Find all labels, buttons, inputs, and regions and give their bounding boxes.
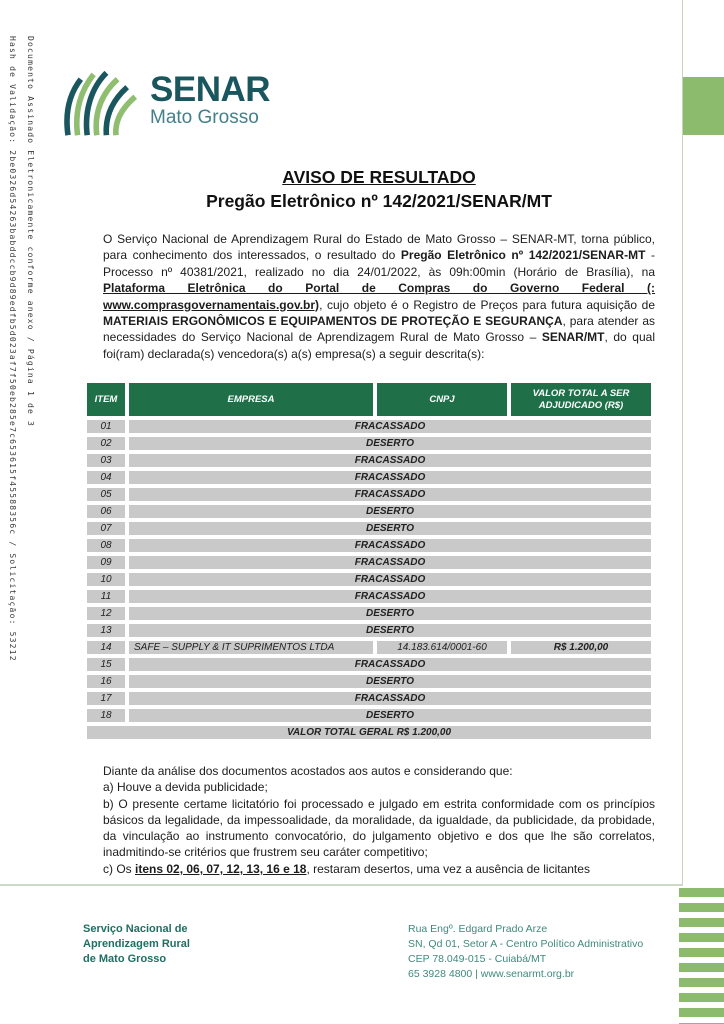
status-cell: DESERTO [129, 522, 651, 535]
item-cell: 04 [87, 471, 125, 484]
item-cell: 07 [87, 522, 125, 535]
logo-text [150, 69, 271, 128]
status-cell: DESERTO [129, 709, 651, 722]
footer-address-line: SN, Qd 01, Setor A - Centro Político Administrativo [408, 938, 644, 950]
analysis-item-c [103, 861, 655, 877]
total-row [87, 726, 651, 739]
logo-subtitle: Mato Grosso [150, 106, 259, 128]
intro-paragraph [103, 231, 655, 362]
item-cell: 08 [87, 539, 125, 552]
footer-address-line: CEP 78.049-015 - Cuiabá/MT [408, 953, 547, 965]
status-cell: DESERTO [129, 607, 651, 620]
status-cell: FRACASSADO [129, 471, 651, 484]
status-cell: FRACASSADO [129, 454, 651, 467]
item-cell: 15 [87, 658, 125, 671]
status-cell: DESERTO [129, 624, 651, 637]
hash-vertical-text: Hash de Validação: 2be0326d54263babddccb9d89edfb5d023af7f50eb285e7c653615f45588356c / Solicitação: 53212 [8, 36, 17, 662]
signature-vertical-text: Documento Assinado Eletronicamente conforme anexo / Página 1 de 3 [26, 36, 35, 428]
item-cell: 13 [87, 624, 125, 637]
table-row [87, 539, 651, 552]
status-cell: FRACASSADO [129, 658, 651, 671]
table-row [87, 692, 651, 705]
text-segment: SENAR/MT [541, 330, 605, 345]
item-cell: 09 [87, 556, 125, 569]
item-cell: 06 [87, 505, 125, 518]
wheat-sheaf-icon [60, 62, 140, 138]
status-cell: FRACASSADO [129, 573, 651, 586]
text-segment: itens 02, 06, 07, 12, 13, 16 e 18 [135, 861, 307, 876]
cnpj-cell: 14.183.614/0001-60 [377, 641, 507, 654]
footer-address-line: Rua Engº. Edgard Prado Arze [408, 923, 548, 935]
status-cell: DESERTO [129, 675, 651, 688]
text-segment: O Serviço Nacional de Aprendizagem Rural do Estado de Mato Grosso – SENAR-MT, torna público, para conhecimento dos interessados, o resultado do [103, 232, 655, 263]
table-row [87, 556, 651, 569]
footer-divider [0, 884, 683, 886]
status-cell: FRACASSADO [129, 590, 651, 603]
title-line1: AVISO DE RESULTADO [282, 167, 476, 187]
analysis-item-b: b) O presente certame licitatório foi processado e julgado em estrita conformidade com os princípios básicos da legalidade, da impessoalidade, da moralidade, da igualdade, da publicidade, da probidade, da vinculação ao instrumento convocatório, do julgamento objetivo e dos que lhe são correlatos, inadmitindo-se critérios que frustrem seu caráter competitivo; [103, 796, 655, 860]
analysis-item-a: a) Houve a devida publicidade; [103, 780, 268, 795]
footer-org-name [83, 922, 190, 967]
column-header: VALOR TOTAL A SER ADJUDICADO (R$) [511, 383, 651, 416]
footer-address [408, 922, 643, 982]
item-cell: 11 [87, 590, 125, 603]
footer-address-line: 65 3928 4800 | www.senarmt.org.br [408, 968, 575, 980]
table-row [87, 624, 651, 637]
footer-org-line: Serviço Nacional de [83, 923, 188, 935]
analysis-intro: Diante da análise dos documentos acostados aos autos e considerando que: [103, 764, 513, 778]
results-table-body [87, 420, 651, 739]
table-row [87, 488, 651, 501]
table-row [87, 522, 651, 535]
item-cell: 17 [87, 692, 125, 705]
item-cell: 16 [87, 675, 125, 688]
status-cell: FRACASSADO [129, 420, 651, 433]
text-segment: , do qual foi(ram) declarada(s) vencedora(s) a(s) empresa(s) a seguir descrita(s): [103, 330, 655, 361]
item-cell: 10 [87, 573, 125, 586]
analysis-section [103, 763, 655, 877]
item-cell: 02 [87, 437, 125, 450]
text-segment: MATERIAIS ERGONÔMICOS E EQUIPAMENTOS DE PROTEÇÃO E SEGURANÇA [103, 314, 563, 329]
column-header: CNPJ [377, 383, 507, 416]
status-cell: FRACASSADO [129, 488, 651, 501]
table-row [87, 471, 651, 484]
text-segment: Plataforma Eletrônica do Portal de Compras do Governo Federal (: www.comprasgovernamentais.gov.br) [103, 281, 655, 312]
senar-logo [60, 62, 270, 138]
table-row [87, 420, 651, 433]
item-cell: 01 [87, 420, 125, 433]
valor-cell: R$ 1.200,00 [511, 641, 651, 654]
empresa-cell: SAFE – SUPPLY & IT SUPRIMENTOS LTDA [129, 641, 373, 654]
status-cell: DESERTO [129, 437, 651, 450]
item-cell: 18 [87, 709, 125, 722]
text-segment: , cujo objeto é o Registro de Preços para futura aquisição de [319, 297, 655, 312]
footer-org-line: de Mato Grosso [83, 953, 167, 965]
table-row [87, 675, 651, 688]
results-table-head [87, 383, 651, 416]
right-edge-green-block [683, 77, 724, 135]
total-cell: VALOR TOTAL GERAL R$ 1.200,00 [87, 726, 651, 739]
table-row [87, 437, 651, 450]
table-row [87, 590, 651, 603]
header-row [87, 383, 651, 416]
document-title [103, 167, 655, 212]
table-row [87, 658, 651, 671]
results-table [83, 379, 655, 743]
table-row [87, 573, 651, 586]
status-cell: FRACASSADO [129, 539, 651, 552]
footer-org-line: Aprendizagem Rural [83, 938, 190, 950]
column-header: EMPRESA [129, 383, 373, 416]
title-line2: Pregão Eletrônico nº 142/2021/SENAR/MT [206, 191, 552, 211]
logo-name: SENAR [150, 69, 271, 109]
table-row [87, 607, 651, 620]
column-header: ITEM [87, 383, 125, 416]
item-cell: 05 [87, 488, 125, 501]
status-cell: FRACASSADO [129, 556, 651, 569]
item-cell: 12 [87, 607, 125, 620]
table-row [87, 709, 651, 722]
item-cell: 03 [87, 454, 125, 467]
table-row [87, 505, 651, 518]
right-edge-stripes [679, 888, 724, 1024]
text-segment: c) Os [103, 861, 135, 876]
table-row [87, 454, 651, 467]
text-segment: , restaram desertos, uma vez a ausência de licitantes [306, 861, 590, 876]
text-segment: Pregão Eletrônico nº 142/2021/SENAR-MT [400, 248, 646, 263]
table-row [87, 641, 651, 654]
status-cell: FRACASSADO [129, 692, 651, 705]
item-cell: 14 [87, 641, 125, 654]
status-cell: DESERTO [129, 505, 651, 518]
text-segment: , para atender as necessidades do Serviço Nacional de Aprendizagem Rural de Mato Grosso – [103, 314, 655, 345]
text-segment: - Processo nº 40381/2021, realizado no dia 24/01/2022, às 09h:00min (Horário de Brasília), na [103, 248, 655, 279]
